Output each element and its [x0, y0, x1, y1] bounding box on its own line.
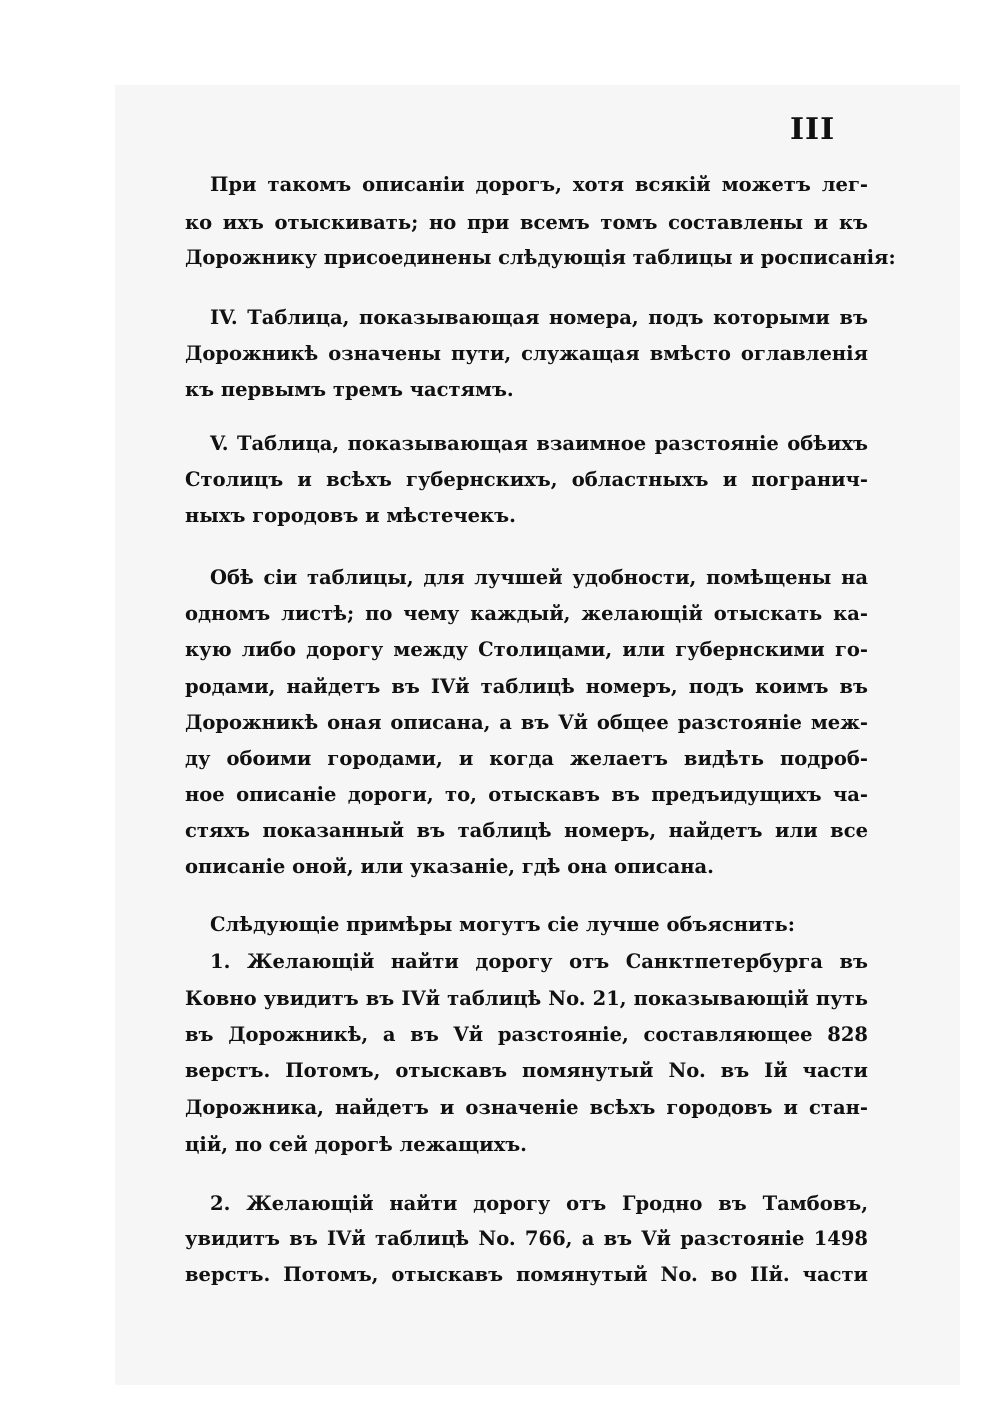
page-number: III: [790, 112, 836, 147]
text-line: къ первымъ тремъ частямъ.: [185, 378, 514, 401]
text-line: родами, найдетъ въ IVй таблицѣ номеръ, подъ коимъ въ: [185, 675, 868, 698]
text-line: въ Дорожникѣ, а въ Vй разстояніе, составляющее 828: [185, 1023, 868, 1046]
text-line: 1. Желающій найти дорогу отъ Санктпетербурга въ: [210, 950, 868, 973]
text-line: ное описаніе дороги, то, отыскавъ въ предъидущихъ ча-: [185, 783, 868, 806]
text-line: Обѣ сіи таблицы, для лучшей удобности, помѣщены на: [210, 566, 868, 589]
text-line: стяхъ показанный въ таблицѣ номеръ, найдетъ или все: [185, 819, 868, 842]
text-line: ко ихъ отыскивать; но при всемъ томъ составлены и къ: [185, 211, 868, 234]
text-line: цій, по сей дорогѣ лежащихъ.: [185, 1133, 527, 1156]
text-line: 2. Желающій найти дорогу отъ Гродно въ Тамбовъ,: [210, 1192, 868, 1215]
text-line: верстъ. Потомъ, отыскавъ помянутый No. во IIй. части: [185, 1263, 868, 1286]
text-line: IV. Таблица, показывающая номера, подъ которыми въ: [210, 306, 868, 329]
text-line: Дорожника, найдетъ и означеніе всѣхъ городовъ и стан-: [185, 1096, 868, 1119]
text-line: Столицъ и всѣхъ губернскихъ, областныхъ и погранич-: [185, 468, 868, 491]
text-line: описаніе оной, или указаніе, гдѣ она описана.: [185, 855, 714, 878]
text-line: кую либо дорогу между Столицами, или губернскими го-: [185, 638, 868, 661]
text-line: увидитъ въ IVй таблицѣ No. 766, а въ Vй разстояніе 1498: [185, 1227, 868, 1250]
text-line: V. Таблица, показывающая взаимное разстояніе обѣихъ: [210, 432, 868, 455]
text-line: одномъ листѣ; по чему каждый, желающій отыскать ка-: [185, 602, 868, 625]
text-line: Дорожникѣ означены пути, служащая вмѣсто оглавленія: [185, 342, 868, 365]
text-line: ду обоими городами, и когда желаетъ видѣть подроб-: [185, 747, 868, 770]
text-line: При такомъ описаніи дорогъ, хотя всякій можетъ лег-: [210, 173, 868, 196]
text-line: ныхъ городовъ и мѣстечекъ.: [185, 504, 516, 527]
text-line: Дорожнику присоединены слѣдующія таблицы и росписанія:: [185, 246, 896, 269]
text-line: Дорожникѣ оная описана, а въ Vй общее разстояніе меж-: [185, 711, 868, 734]
text-line: верстъ. Потомъ, отыскавъ помянутый No. въ Iй части: [185, 1059, 868, 1082]
text-line: Слѣдующіе примѣры могутъ сіе лучше объяснить:: [210, 913, 795, 936]
text-line: Ковно увидитъ въ IVй таблицѣ No. 21, показывающій путь: [185, 987, 868, 1010]
